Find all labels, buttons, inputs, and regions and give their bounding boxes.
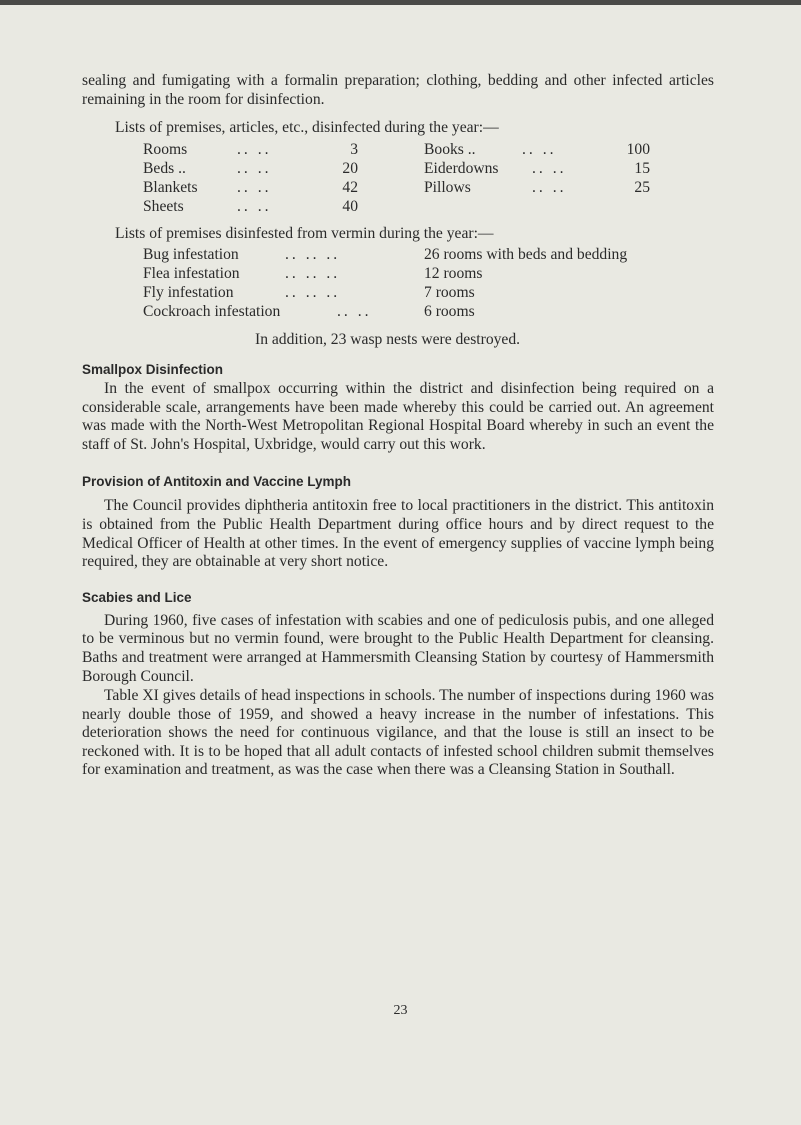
leader-dots: .. ..: [532, 159, 567, 177]
intro-paragraph: sealing and fumigating with a formalin preparation; clothing, bedding and other infected articles remaining in the room for disinfection.: [82, 72, 714, 108]
item-value: 3: [350, 140, 358, 158]
item-value: 20: [342, 159, 358, 177]
leader-dots: .. ..: [237, 178, 272, 196]
vermin-heading: Lists of premises disinfested from vermin during the year:—: [115, 224, 494, 242]
leader-dots: .. ..: [237, 197, 272, 215]
leader-dots: .. ..: [532, 178, 567, 196]
disinfected-list: [82, 141, 714, 217]
item-label: Flea infestation: [143, 265, 240, 283]
leader-dots: .. ..: [522, 140, 557, 158]
item-value: 40: [342, 197, 358, 215]
disinfected-heading: Lists of premises, articles, etc., disinfected during the year:—: [115, 119, 499, 137]
item-label: Blankets: [143, 178, 198, 196]
leader-dots: .. ..: [237, 140, 272, 158]
vermin-list: [82, 246, 714, 322]
list-item: [82, 160, 714, 179]
list-item: [82, 198, 714, 217]
item-value: 25: [634, 178, 650, 196]
list-item: [82, 179, 714, 198]
item-value: 100: [626, 140, 650, 158]
item-label: Sheets: [143, 197, 184, 215]
item-value: 6 rooms: [424, 303, 475, 321]
item-label: Beds ..: [143, 159, 186, 177]
list-item: [82, 141, 714, 160]
item-label: Pillows: [424, 178, 471, 196]
item-value: 12 rooms: [424, 265, 483, 283]
leader-dots: .. .. ..: [285, 246, 341, 264]
item-value: 26 rooms with beds and bedding: [424, 246, 628, 264]
wasp-note: In addition, 23 wasp nests were destroyed.: [255, 331, 521, 349]
leader-dots: .. .. ..: [285, 284, 341, 302]
item-value: 15: [634, 159, 650, 177]
page-number: 23: [393, 1003, 408, 1018]
section-paragraph: During 1960, five cases of infestation with scabies and one of pediculosis pubis, and one alleged to be verminous but no vermin found, were brought to the Public Health Department for cleansing. Baths and treatment were arranged at Hammersmith Cleansing Station by courtesy of Hammersmith Borough Council.: [82, 611, 714, 685]
section-title: Smallpox Disinfection: [82, 361, 224, 377]
section-paragraph: Table XI gives details of head inspections in schools. The number of inspections during 1960 was nearly double those of 1959, and showed a heavy increase in the number of infestations. This deterioration shows the need for continuous vigilance, and that the louse is still an insect to be reckoned with. It is to be hoped that all adult contacts of infested school children submit themselves for examination and treatment, as was the case when there was a Cleansing Station in Southall.: [82, 687, 714, 779]
item-label: Cockroach infestation: [143, 303, 281, 321]
section-title: Provision of Antitoxin and Vaccine Lymph: [82, 474, 352, 490]
scan-edge: [0, 0, 801, 5]
item-label: Books ..: [424, 140, 476, 158]
page-body: [82, 72, 714, 780]
item-label: Eiderdowns: [424, 159, 499, 177]
leader-dots: .. .. ..: [285, 265, 341, 283]
leader-dots: .. ..: [337, 303, 372, 321]
item-label: Rooms: [143, 140, 188, 158]
section-title: Scabies and Lice: [82, 589, 192, 605]
item-value: 7 rooms: [424, 284, 475, 302]
item-label: Bug infestation: [143, 246, 239, 264]
section-paragraph: The Council provides diphtheria antitoxin free to local practitioners in the district. This antitoxin is obtained from the Public Health Department during office hours and by direct request to the Medical Officer of Health at other times. In the event of emergency supplies of vaccine lymph being required, they are obtainable at very short notice.: [82, 497, 714, 571]
leader-dots: .. ..: [237, 159, 272, 177]
list-item: [82, 265, 714, 284]
list-item: [82, 246, 714, 265]
section-paragraph: In the event of smallpox occurring within the district and disinfection being required on a considerable scale, arrangements have been made whereby this could be carried out. An agreement was made with the North-West Metropolitan Regional Hospital Board whereby in such an event the staff of St. John's Hospital, Uxbridge, would carry out this work.: [82, 379, 714, 453]
list-item: [82, 303, 714, 322]
item-value: 42: [342, 178, 358, 196]
list-item: [82, 284, 714, 303]
item-label: Fly infestation: [143, 284, 234, 302]
